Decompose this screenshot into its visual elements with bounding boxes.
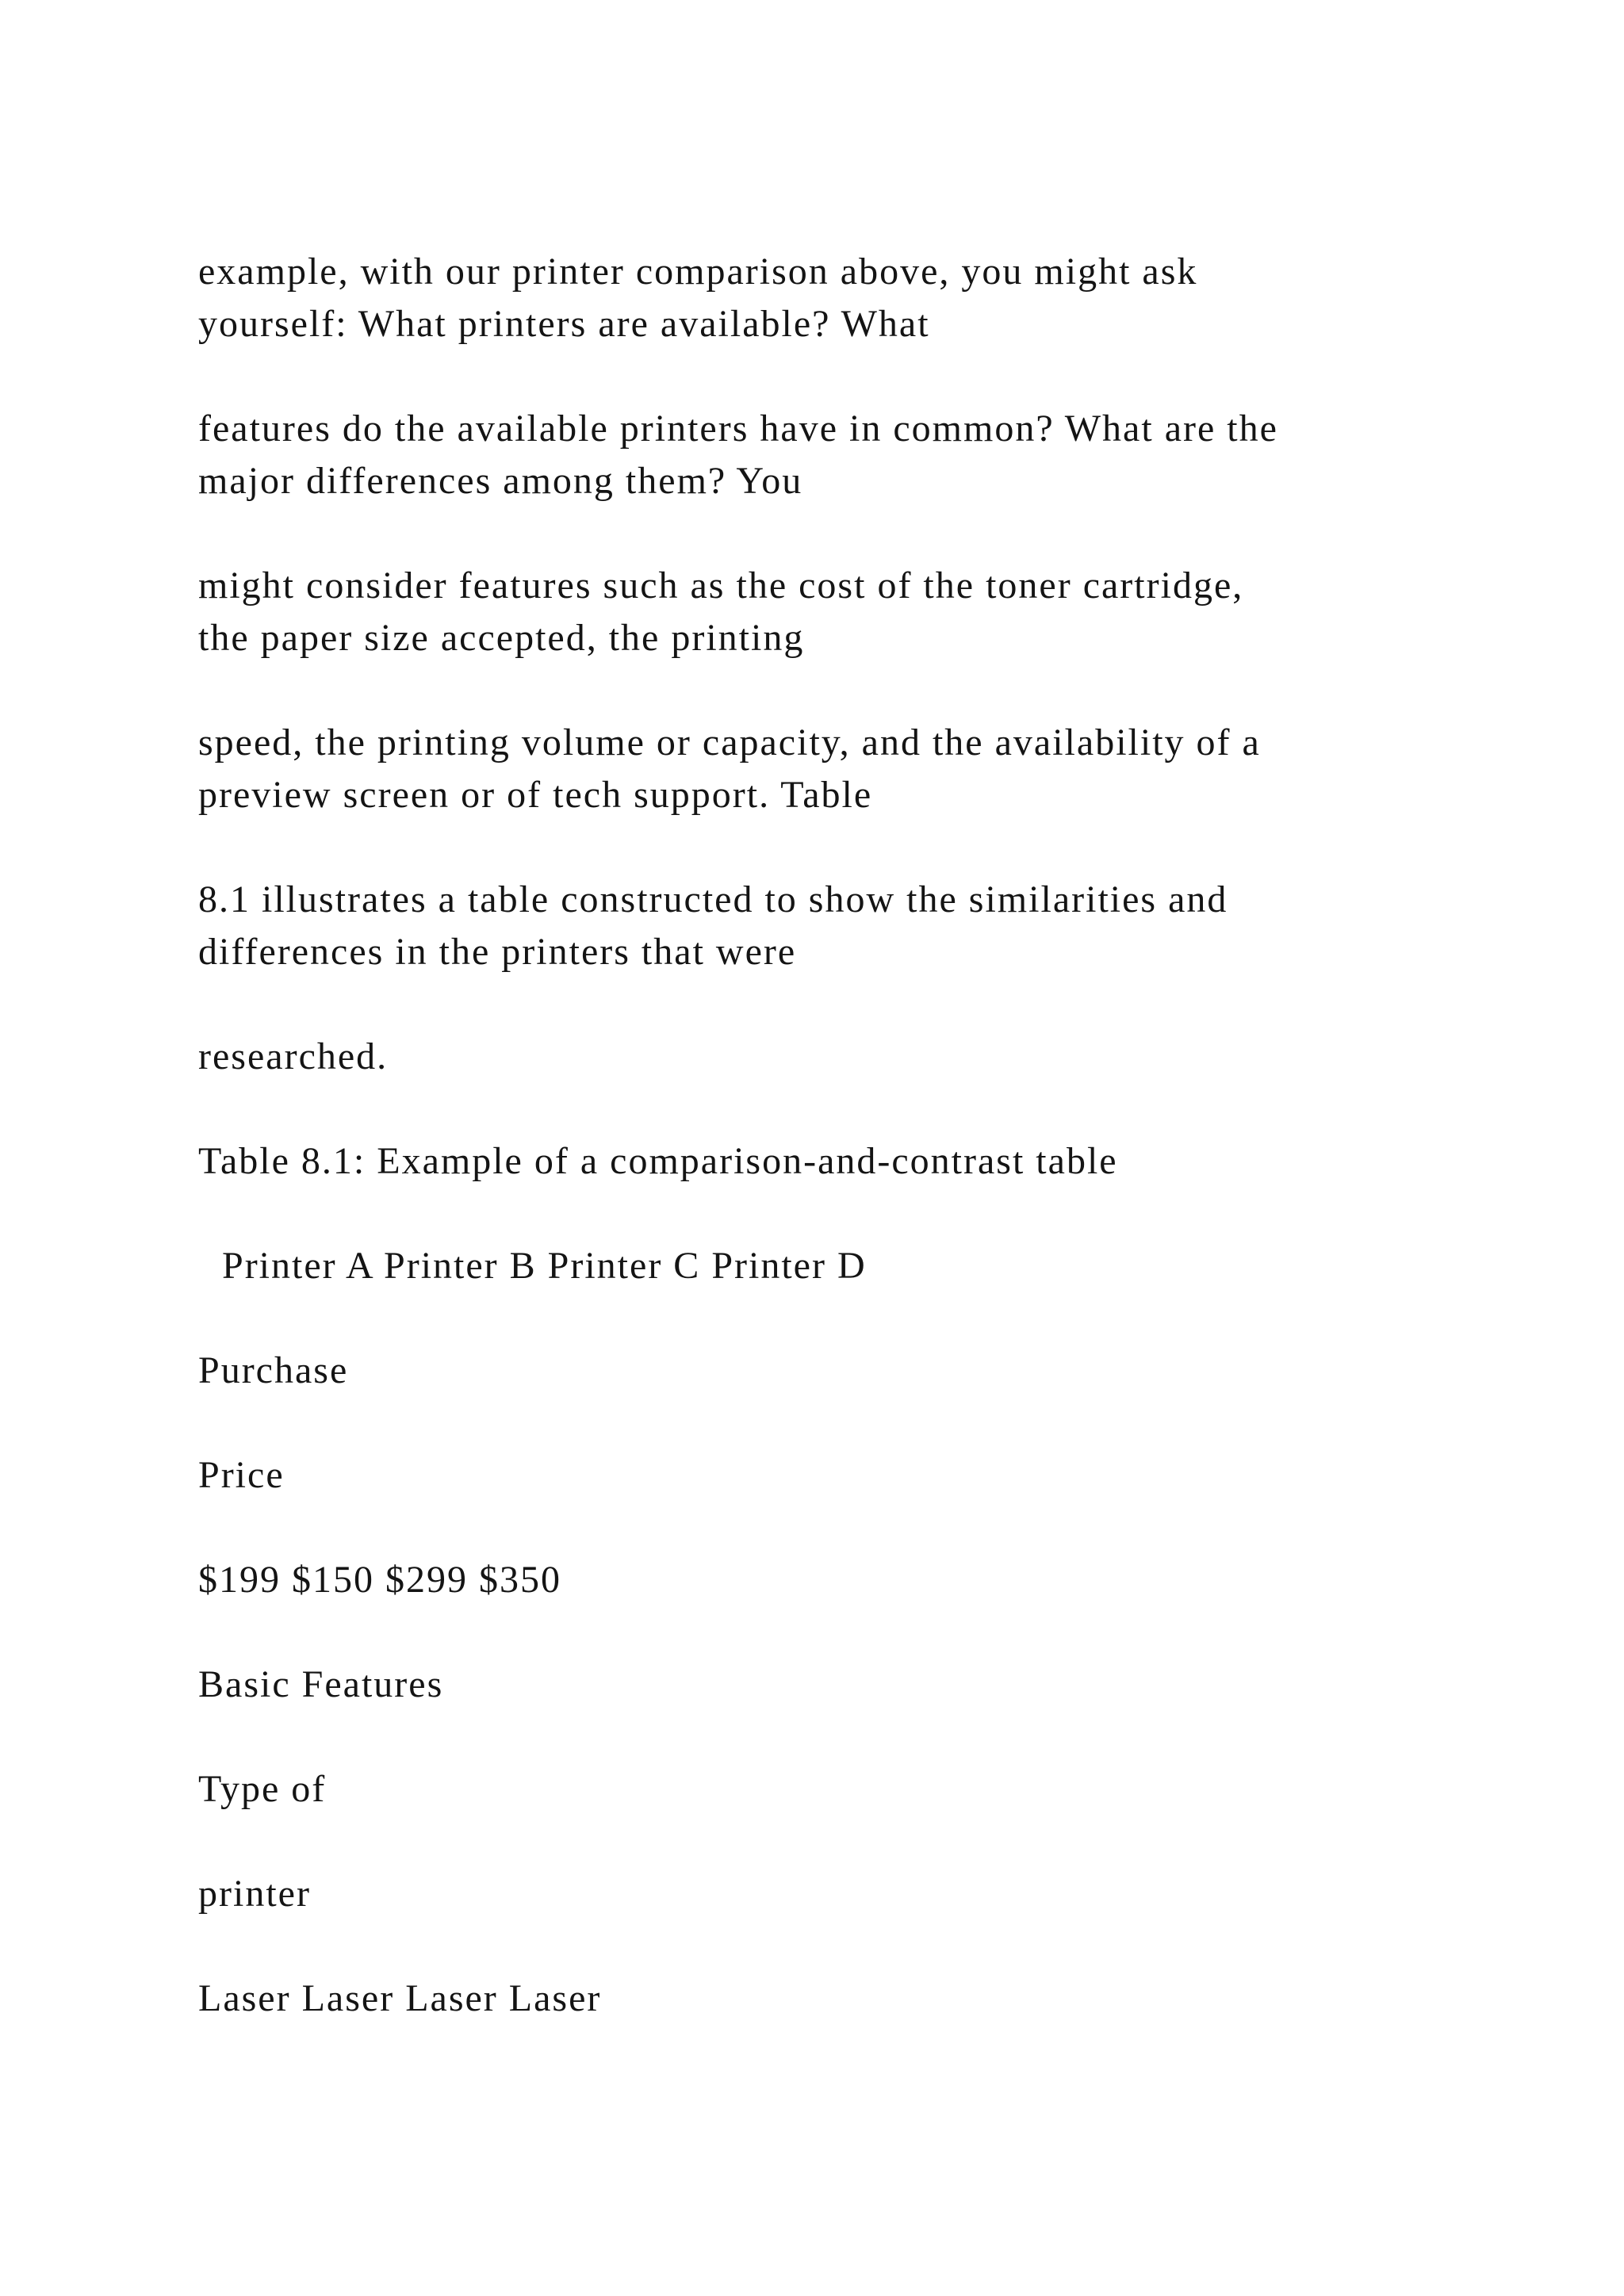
section-basic-features: Basic Features: [198, 1663, 444, 1705]
row-label-price: Price: [198, 1454, 285, 1496]
paragraph-line: the paper size accepted, the printing: [198, 617, 805, 659]
paragraph-line: differences in the printers that were: [198, 931, 797, 973]
paragraph-line: example, with our printer comparison above, you might ask: [198, 251, 1198, 293]
document-body: [198, 246, 1546, 2077]
paragraph-line: might consider features such as the cost of the toner cartridge,: [198, 564, 1244, 607]
paragraph-1: [198, 246, 1546, 350]
table-caption: Table 8.1: Example of a comparison-and-contrast table: [198, 1140, 1118, 1182]
paragraph-line: speed, the printing volume or capacity, and the availability of a: [198, 721, 1261, 763]
row-label-printer: printer: [198, 1873, 311, 1915]
paragraph-line: features do the available printers have in common? What are the: [198, 408, 1278, 450]
paragraph-line: 8.1 illustrates a table constructed to show the similarities and: [198, 878, 1228, 920]
paragraph-4: [198, 717, 1546, 821]
printer-type-row: Laser Laser Laser Laser: [198, 1977, 602, 2019]
paragraph-3: [198, 560, 1546, 664]
paragraph-2: [198, 403, 1546, 507]
prices-row: $199 $150 $299 $350: [198, 1559, 561, 1601]
row-label-purchase: Purchase: [198, 1349, 349, 1391]
paragraph-line: preview screen or of tech support. Table: [198, 774, 873, 816]
row-label-type-of: Type of: [198, 1768, 327, 1810]
paragraph-line: major differences among them? You: [198, 460, 803, 502]
table-header-row: Printer A Printer B Printer C Printer D: [222, 1245, 867, 1287]
paragraph-5: [198, 874, 1546, 978]
researched-line: researched.: [198, 1035, 389, 1077]
paragraph-line: yourself: What printers are available? What: [198, 303, 930, 345]
